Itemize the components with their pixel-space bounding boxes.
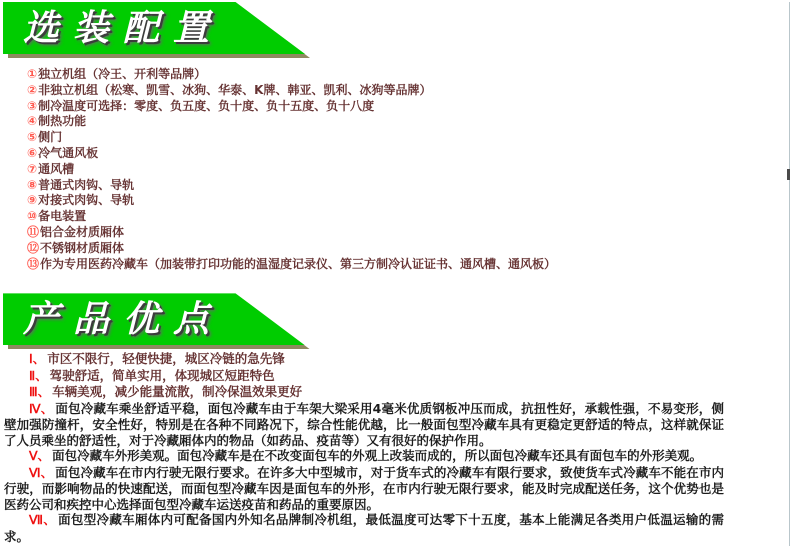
- option-text: 非独立机组（松寒、凯雪、冰狗、华泰、K牌、韩亚、凯利、冰狗等品牌）: [38, 82, 432, 97]
- roman-numeral: Ⅴ、: [29, 449, 51, 464]
- circled-number: ⑬: [27, 256, 40, 271]
- roman-numeral: Ⅶ、: [29, 513, 57, 528]
- roman-numeral: Ⅱ、: [29, 368, 48, 383]
- option-text: 通风槽: [38, 161, 75, 176]
- option-item: [27, 83, 790, 99]
- option-item: [27, 130, 790, 146]
- roman-numeral: Ⅲ、: [29, 385, 51, 400]
- option-text: 不锈钢材质厢体: [40, 240, 125, 255]
- option-text: 普通式肉钩、导轨: [38, 177, 135, 192]
- circled-number: ⑫: [27, 240, 40, 255]
- option-text: 制热功能: [38, 114, 87, 129]
- advantages-banner: [3, 293, 305, 345]
- advantage-item: [4, 401, 724, 449]
- advantage-text: 面包冷藏车在市内行驶无限行要求。在许多大中型城市，对于货车式的冷藏车有限行要求，致使货车式冷藏车不能在市内行驶，而影响物品的快速配送，而面包型冷藏车因是面包车的外形，在市内行驶无限行要求，能及时完成配送任务，这个优势也是医药公司和疾控中心选择面包型冷藏车运送疫苗和药品的重要原因。: [4, 464, 724, 512]
- advantage-item: [4, 351, 724, 368]
- option-item: [27, 178, 790, 194]
- option-item: [27, 209, 790, 225]
- option-item: [27, 162, 790, 178]
- option-text: 作为专用医药冷藏车（加装带打印功能的温湿度记录仪、第三方制冷认证证书、通风槽、通风板）: [40, 256, 557, 271]
- option-text: 冷气通风板: [38, 145, 99, 160]
- advantage-item: [4, 512, 724, 544]
- circled-number: ⑥: [27, 145, 38, 160]
- circled-number: ⑦: [27, 161, 38, 176]
- option-item: [27, 241, 790, 257]
- option-text: 备电装置: [38, 209, 87, 224]
- advantage-item: [4, 448, 724, 465]
- advantage-text: 驾驶舒适，简单实用，体现城区短距特色: [49, 367, 275, 383]
- roman-numeral: Ⅳ、: [29, 401, 54, 416]
- circled-number: ⑧: [27, 177, 38, 192]
- option-text: 制冷温度可选择：零度、负五度、负十度、负十五度、负十八度: [38, 98, 375, 113]
- option-item: [27, 99, 790, 115]
- option-item: [27, 193, 790, 209]
- option-item: [27, 67, 790, 83]
- advantage-item: [4, 465, 724, 513]
- circled-number: ⑩: [27, 209, 38, 224]
- options-banner: [3, 2, 305, 54]
- product-description-page: [0, 2, 790, 546]
- option-text: 侧门: [38, 130, 63, 145]
- circled-number: ④: [27, 114, 38, 129]
- advantage-text: 车辆美观，减少能量流散，制冷保温效果更好: [52, 384, 303, 400]
- options-list: [27, 67, 790, 272]
- option-item: [27, 146, 790, 162]
- circled-number: ③: [27, 98, 38, 113]
- circled-number: ⑤: [27, 130, 38, 145]
- option-text: 铝合金材质厢体: [40, 224, 125, 239]
- advantage-text: 市区不限行，轻便快捷，城区冷链的急先锋: [47, 351, 285, 367]
- option-text: 对接式肉钩、导轨: [38, 193, 135, 208]
- options-banner-title: 选装配置: [23, 7, 224, 49]
- roman-numeral: Ⅰ、: [29, 352, 46, 367]
- advantage-item: [4, 368, 724, 385]
- circled-number: ⑪: [27, 224, 40, 239]
- circled-number: ⑨: [27, 193, 38, 208]
- advantage-item: [4, 384, 724, 401]
- option-text: 独立机组（冷王、开利等品牌）: [38, 67, 207, 81]
- advantages-banner-title: 产品优点: [23, 298, 224, 341]
- circled-number: ①: [27, 67, 38, 81]
- option-item: [27, 225, 790, 241]
- circled-number: ②: [27, 82, 38, 97]
- advantage-text: 面包型冷藏车厢体内可配备国内外知名品牌制冷机组，最低温度可达零下十五度，基本上能满足各类用户低温运输的需求。: [4, 512, 724, 544]
- advantages-list: [4, 351, 724, 544]
- roman-numeral: Ⅵ、: [29, 465, 54, 480]
- advantage-text: 面包冷藏车外形美观。面包冷藏车是在不改变面包车的外观上改装而成的，所以面包冷藏车还具有面包车的外形美观。: [52, 448, 703, 464]
- advantage-text: 面包冷藏车乘坐舒适平稳，面包冷藏车由于车架大梁采用4毫米优质钢板冲压而成，抗扭性好，承载性强，不易变形，侧壁加强防撞杆，安全性好，特别是在各种不同路况下，综合性能优越，比一般面包型冷藏车具有更稳定更舒适的特点，这样就保证了人员乘坐的舒适性，对于冷藏厢体内的物品（如药品、疫苗等）又有很好的保护作用。: [4, 400, 724, 448]
- option-item: [27, 257, 790, 273]
- option-item: [27, 114, 790, 130]
